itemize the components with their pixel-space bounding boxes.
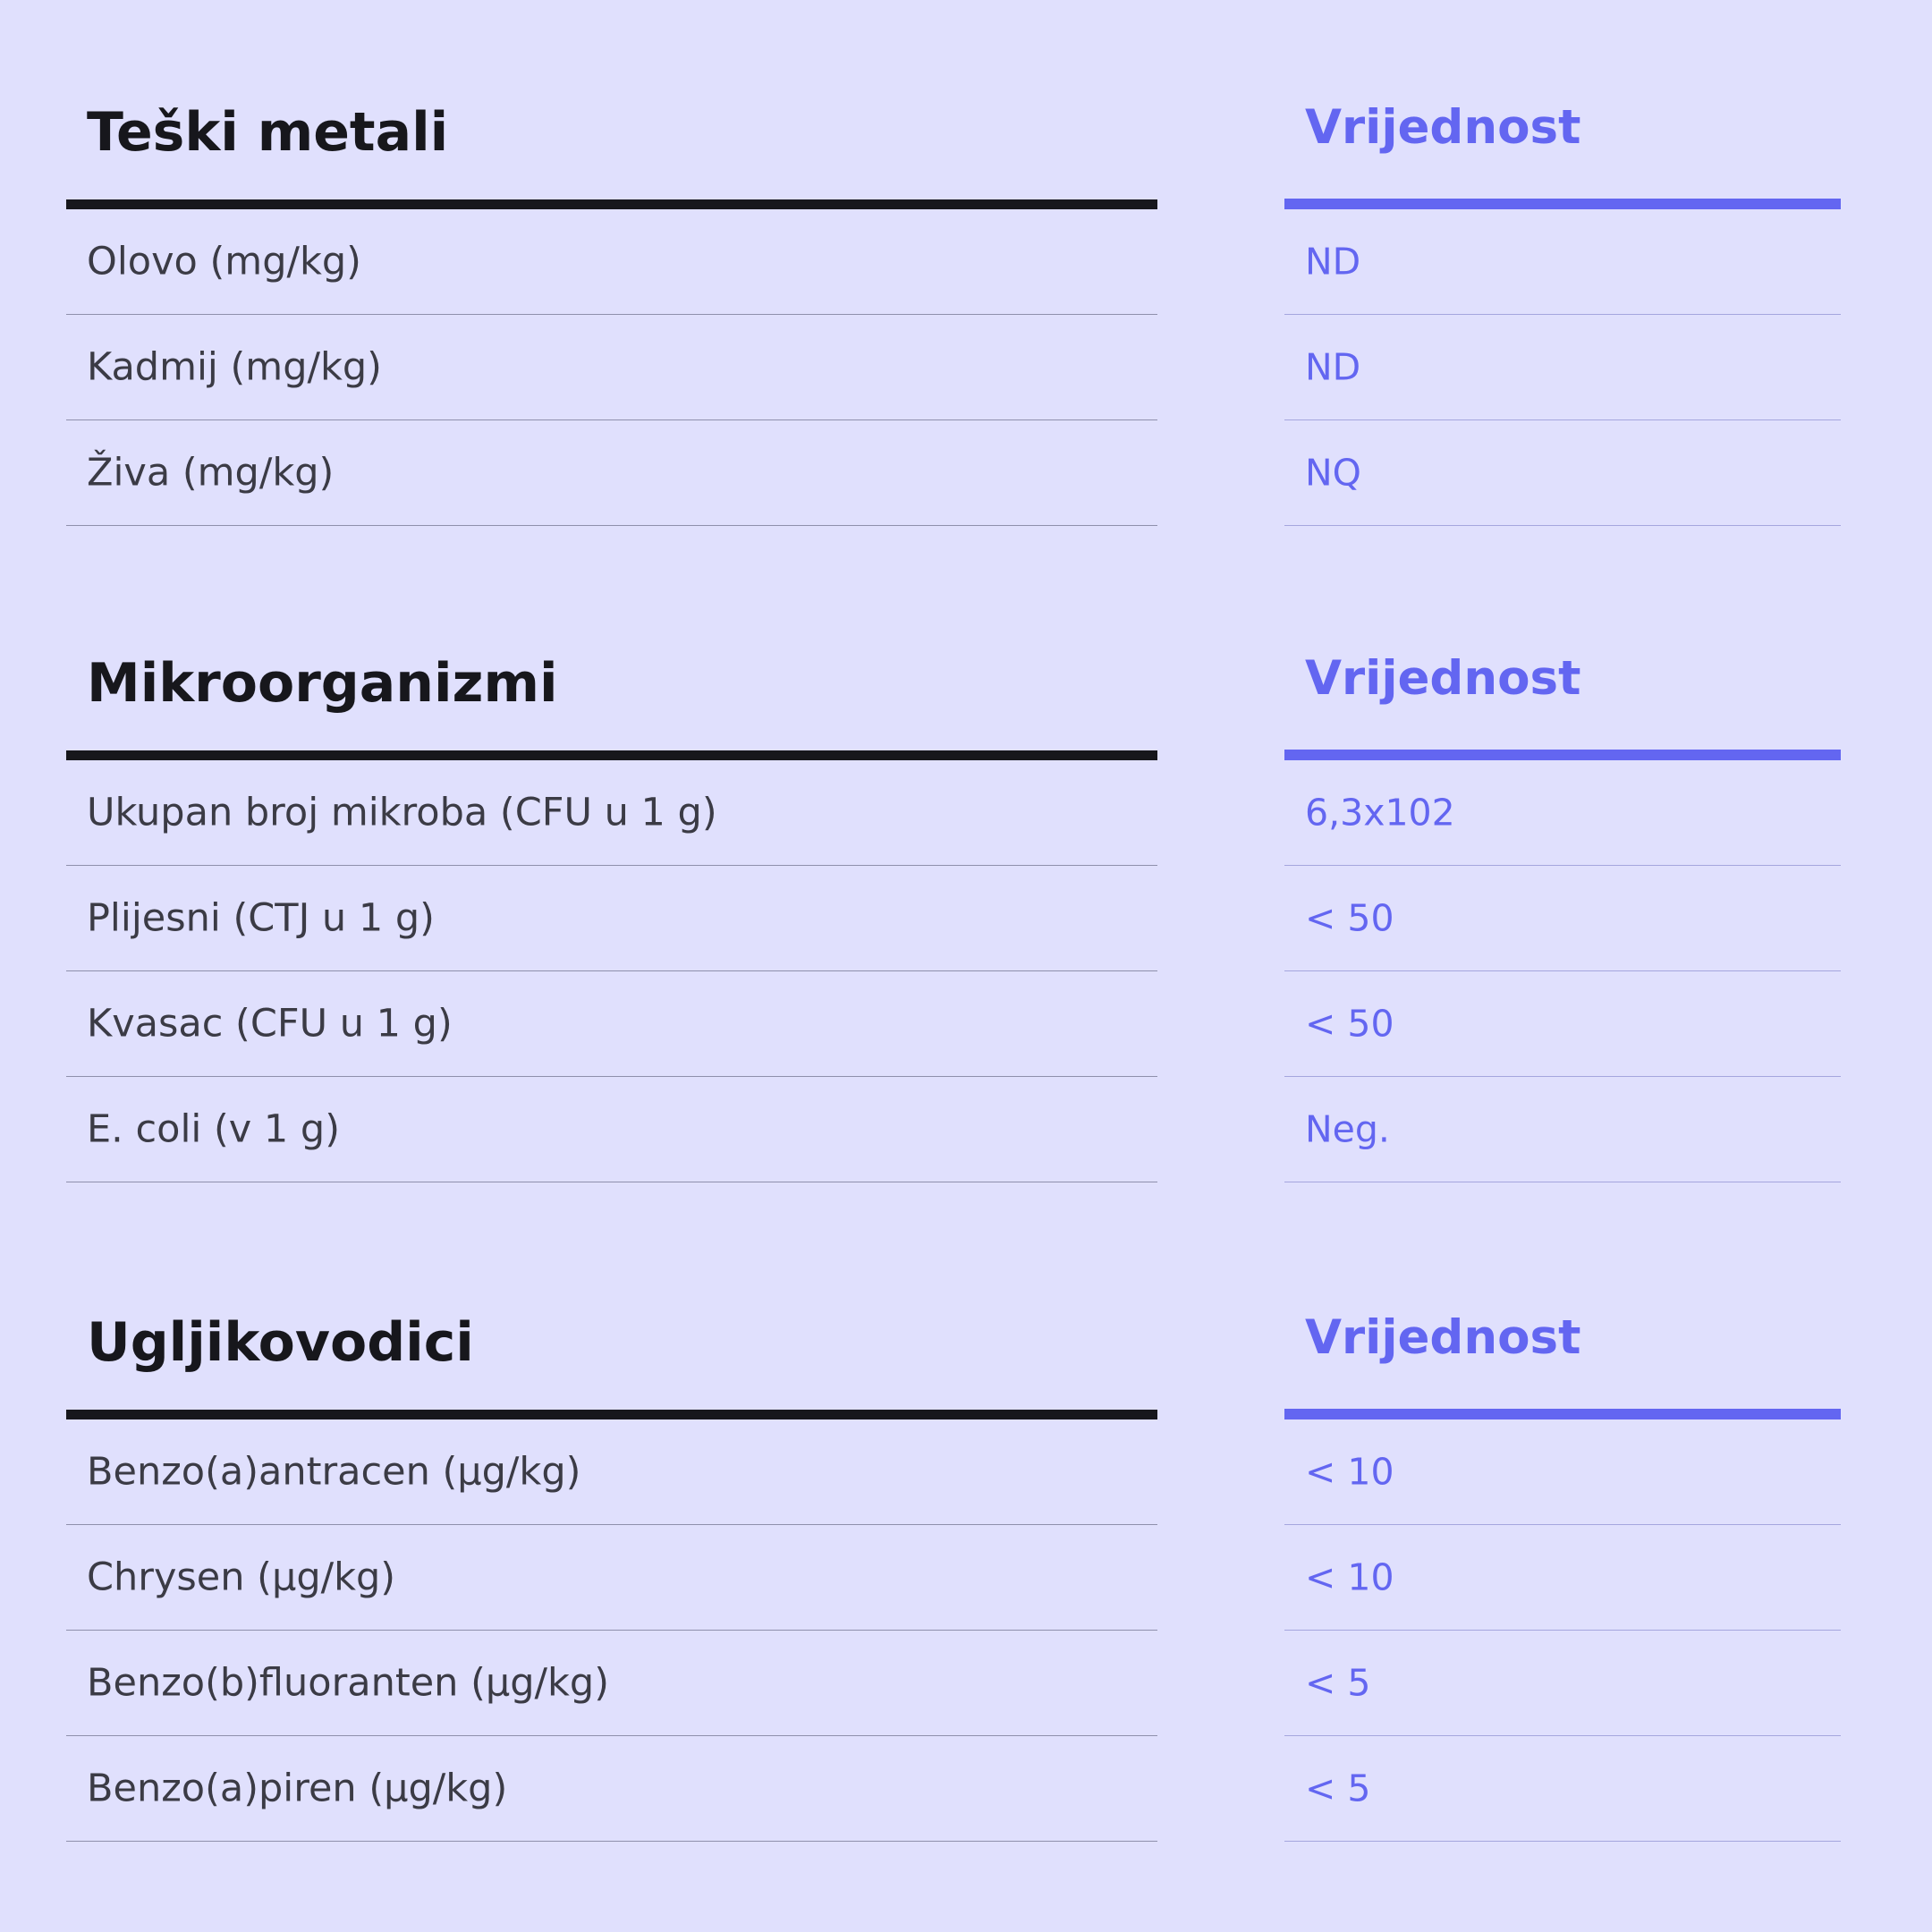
- table-row: [1284, 866, 1841, 971]
- parameter-label: Olovo (mg/kg): [87, 239, 361, 284]
- parameter-value: 6,3x102: [1305, 791, 1455, 834]
- section-title: Mikroorganizmi: [87, 652, 558, 715]
- parameter-label: Plijesni (CTJ u 1 g): [87, 895, 435, 940]
- table-row: [1284, 760, 1841, 866]
- parameter-label: Ukupan broj mikroba (CFU u 1 g): [87, 790, 717, 835]
- table-row: [66, 1736, 1157, 1842]
- table-row: [66, 209, 1157, 315]
- parameter-label: Kvasac (CFU u 1 g): [87, 1001, 453, 1046]
- table-row: [66, 315, 1157, 420]
- table-row: [66, 866, 1157, 971]
- parameter-label: Benzo(a)piren (µg/kg): [87, 1766, 508, 1810]
- section-header: [66, 1278, 1157, 1419]
- parameter-value: < 5: [1305, 1661, 1371, 1704]
- section-header: [66, 68, 1157, 209]
- parameter-label: Živa (mg/kg): [87, 450, 335, 495]
- table-row: [66, 760, 1157, 866]
- parameter-value: < 50: [1305, 1002, 1394, 1045]
- section-title: Ugljikovodici: [87, 1311, 474, 1374]
- table-row: [1284, 420, 1841, 526]
- parameter-label: Benzo(b)fluoranten (µg/kg): [87, 1660, 609, 1705]
- table-row: [66, 420, 1157, 526]
- table-row: [1284, 971, 1841, 1077]
- value-column: [1284, 619, 1841, 1182]
- table-row: [66, 1631, 1157, 1736]
- value-column: [1284, 1278, 1841, 1842]
- section-title: Teški metali: [87, 101, 449, 164]
- parameter-value: < 10: [1305, 1555, 1394, 1598]
- parameter-value: ND: [1305, 345, 1361, 388]
- parameter-column: [66, 68, 1157, 526]
- table-row: [66, 1419, 1157, 1525]
- table-row: [1284, 1525, 1841, 1631]
- parameter-value: Neg.: [1305, 1107, 1390, 1150]
- section-header: [66, 619, 1157, 760]
- value-header: [1284, 68, 1841, 209]
- parameter-value: < 5: [1305, 1767, 1371, 1809]
- table-row: [1284, 1736, 1841, 1842]
- parameter-value: < 50: [1305, 896, 1394, 939]
- parameter-value: ND: [1305, 240, 1361, 283]
- parameter-value: < 10: [1305, 1450, 1394, 1493]
- parameter-column: [66, 619, 1157, 1182]
- value-column: [1284, 68, 1841, 526]
- value-header: [1284, 619, 1841, 760]
- parameter-label: Kadmij (mg/kg): [87, 344, 382, 389]
- table-row: [66, 1077, 1157, 1182]
- table-row: [1284, 315, 1841, 420]
- parameter-column: [66, 1278, 1157, 1842]
- table-row: [1284, 1631, 1841, 1736]
- parameter-label: Benzo(a)antracen (µg/kg): [87, 1449, 581, 1494]
- table-row: [1284, 1419, 1841, 1525]
- parameter-label: E. coli (v 1 g): [87, 1106, 341, 1151]
- table-row: [66, 971, 1157, 1077]
- value-header-label: Vrijednost: [1305, 1310, 1581, 1365]
- value-header-label: Vrijednost: [1305, 100, 1581, 155]
- parameter-label: Chrysen (µg/kg): [87, 1555, 396, 1599]
- parameter-value: NQ: [1305, 451, 1361, 494]
- table-row: [66, 1525, 1157, 1631]
- value-header: [1284, 1278, 1841, 1419]
- table-row: [1284, 209, 1841, 315]
- value-header-label: Vrijednost: [1305, 651, 1581, 706]
- table-row: [1284, 1077, 1841, 1182]
